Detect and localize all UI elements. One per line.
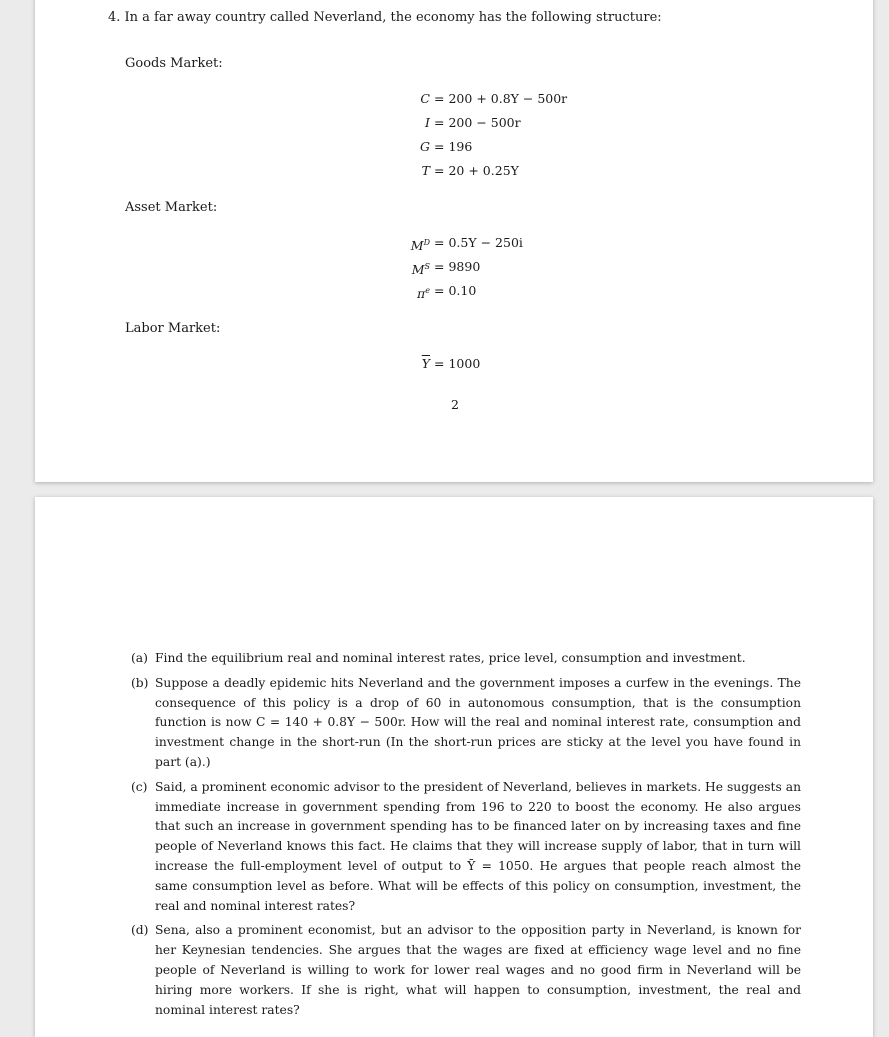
asset-market-title: Asset Market: bbox=[125, 200, 218, 215]
part-text: Suppose a deadly epidemic hits Neverland and the government imposes a curfew in the evenings. The consequence of this policy is a drop of 60 in autonomous consumption, that is the consumption function is now C = 140 + 0.8Y − 500r. How will the real and nominal interest rate, consumption and investment change in the short-run (In the short-run prices are sticky at the level you have found in part (a).) bbox=[155, 675, 801, 769]
equation-investment: I = 200 − 500r bbox=[390, 111, 590, 135]
question-part-c bbox=[131, 778, 801, 917]
part-text: Find the equilibrium real and nominal interest rates, price level, consumption and investment. bbox=[155, 651, 746, 665]
equation-lhs: M bbox=[410, 238, 424, 254]
goods-market-title: Goods Market: bbox=[125, 56, 223, 71]
part-label: (d) bbox=[131, 923, 149, 938]
question-header: 4. In a far away country called Neverland, the economy has the following structure: bbox=[108, 10, 662, 25]
part-label: (c) bbox=[131, 779, 148, 794]
equation-rhs: 0.5Y − 250i bbox=[448, 235, 523, 250]
question-part-d bbox=[131, 921, 801, 1020]
equation-lhs: I bbox=[425, 115, 430, 130]
asset-market-equations bbox=[390, 231, 590, 303]
equation-consumption: C = 200 + 0.8Y − 500r bbox=[390, 87, 590, 111]
equation-rhs: 200 + 0.8Y − 500r bbox=[448, 91, 568, 106]
equation-rhs: 1000 bbox=[448, 356, 481, 371]
equation-expected-inflation: $\pi^e$ = 0.10 bbox=[390, 279, 590, 303]
question-part-b bbox=[131, 674, 801, 773]
equation-taxes: T = 20 + 0.25Y bbox=[390, 159, 590, 183]
labor-market-equations bbox=[390, 352, 590, 376]
equation-rhs: 0.10 bbox=[448, 283, 477, 298]
equation-lhs: M bbox=[411, 262, 425, 278]
goods-market-equations bbox=[390, 87, 590, 183]
equation-lhs: $\overline{Y}$ bbox=[421, 356, 430, 371]
equation-superscript: D bbox=[423, 238, 430, 247]
part-text: Said, a prominent economic advisor to the president of Neverland, believes in markets. He suggests an immediate increase in government spending from 196 to 220 to boost the economy. He also argues that such an increase in government spending has to be financed later on by increasing taxes and fine people of Neverland knows this fact. He claims that they will increase supply of labor, that in turn will increase the full-employment level of output to Ȳ = 1050. He argues that people reach almost the same consumption level as before. What will be effects of this policy on consumption, investment, the real and nominal interest rates? bbox=[155, 779, 801, 913]
equation-rhs: 196 bbox=[448, 139, 473, 154]
part-text: Sena, also a prominent economist, but an advisor to the opposition party in Neverland, is known for her Keynesian tendencies. She argues that the wages are fixed at efficiency wage level and no fine people of Neverland is willing to work for lower real wages and no good firm in Neverland will be hiring more workers. If she is right, what will happen to consumption, investment, the real and nominal interest rates? bbox=[155, 923, 801, 1017]
part-label: (b) bbox=[131, 675, 149, 690]
equation-government: G = 196 bbox=[390, 135, 590, 159]
equation-money-demand: $M^D$ = 0.5Y − 250i bbox=[390, 231, 590, 255]
equation-rhs: 9890 bbox=[448, 259, 481, 274]
page-number: 2 bbox=[451, 397, 459, 412]
equation-money-supply: $M^S$ = 9890 bbox=[390, 255, 590, 279]
equation-superscript: e bbox=[425, 286, 430, 295]
equation-lhs: C bbox=[420, 91, 430, 106]
equation-lhs: G bbox=[420, 139, 430, 154]
equation-rhs: 20 + 0.25Y bbox=[448, 163, 519, 178]
document-page-2 bbox=[35, 497, 873, 1037]
part-label: (a) bbox=[131, 651, 148, 665]
equation-lhs: T bbox=[421, 163, 430, 178]
equation-superscript: S bbox=[424, 262, 430, 271]
equation-full-employment-output: $\overline{Y}$ = 1000 bbox=[390, 352, 590, 376]
equation-lhs: π bbox=[417, 286, 426, 302]
document-page-1 bbox=[35, 0, 873, 482]
labor-market-title: Labor Market: bbox=[125, 321, 221, 336]
equation-rhs: 200 − 500r bbox=[448, 115, 521, 130]
question-part-a bbox=[131, 649, 801, 669]
question-parts-list bbox=[131, 649, 801, 1025]
